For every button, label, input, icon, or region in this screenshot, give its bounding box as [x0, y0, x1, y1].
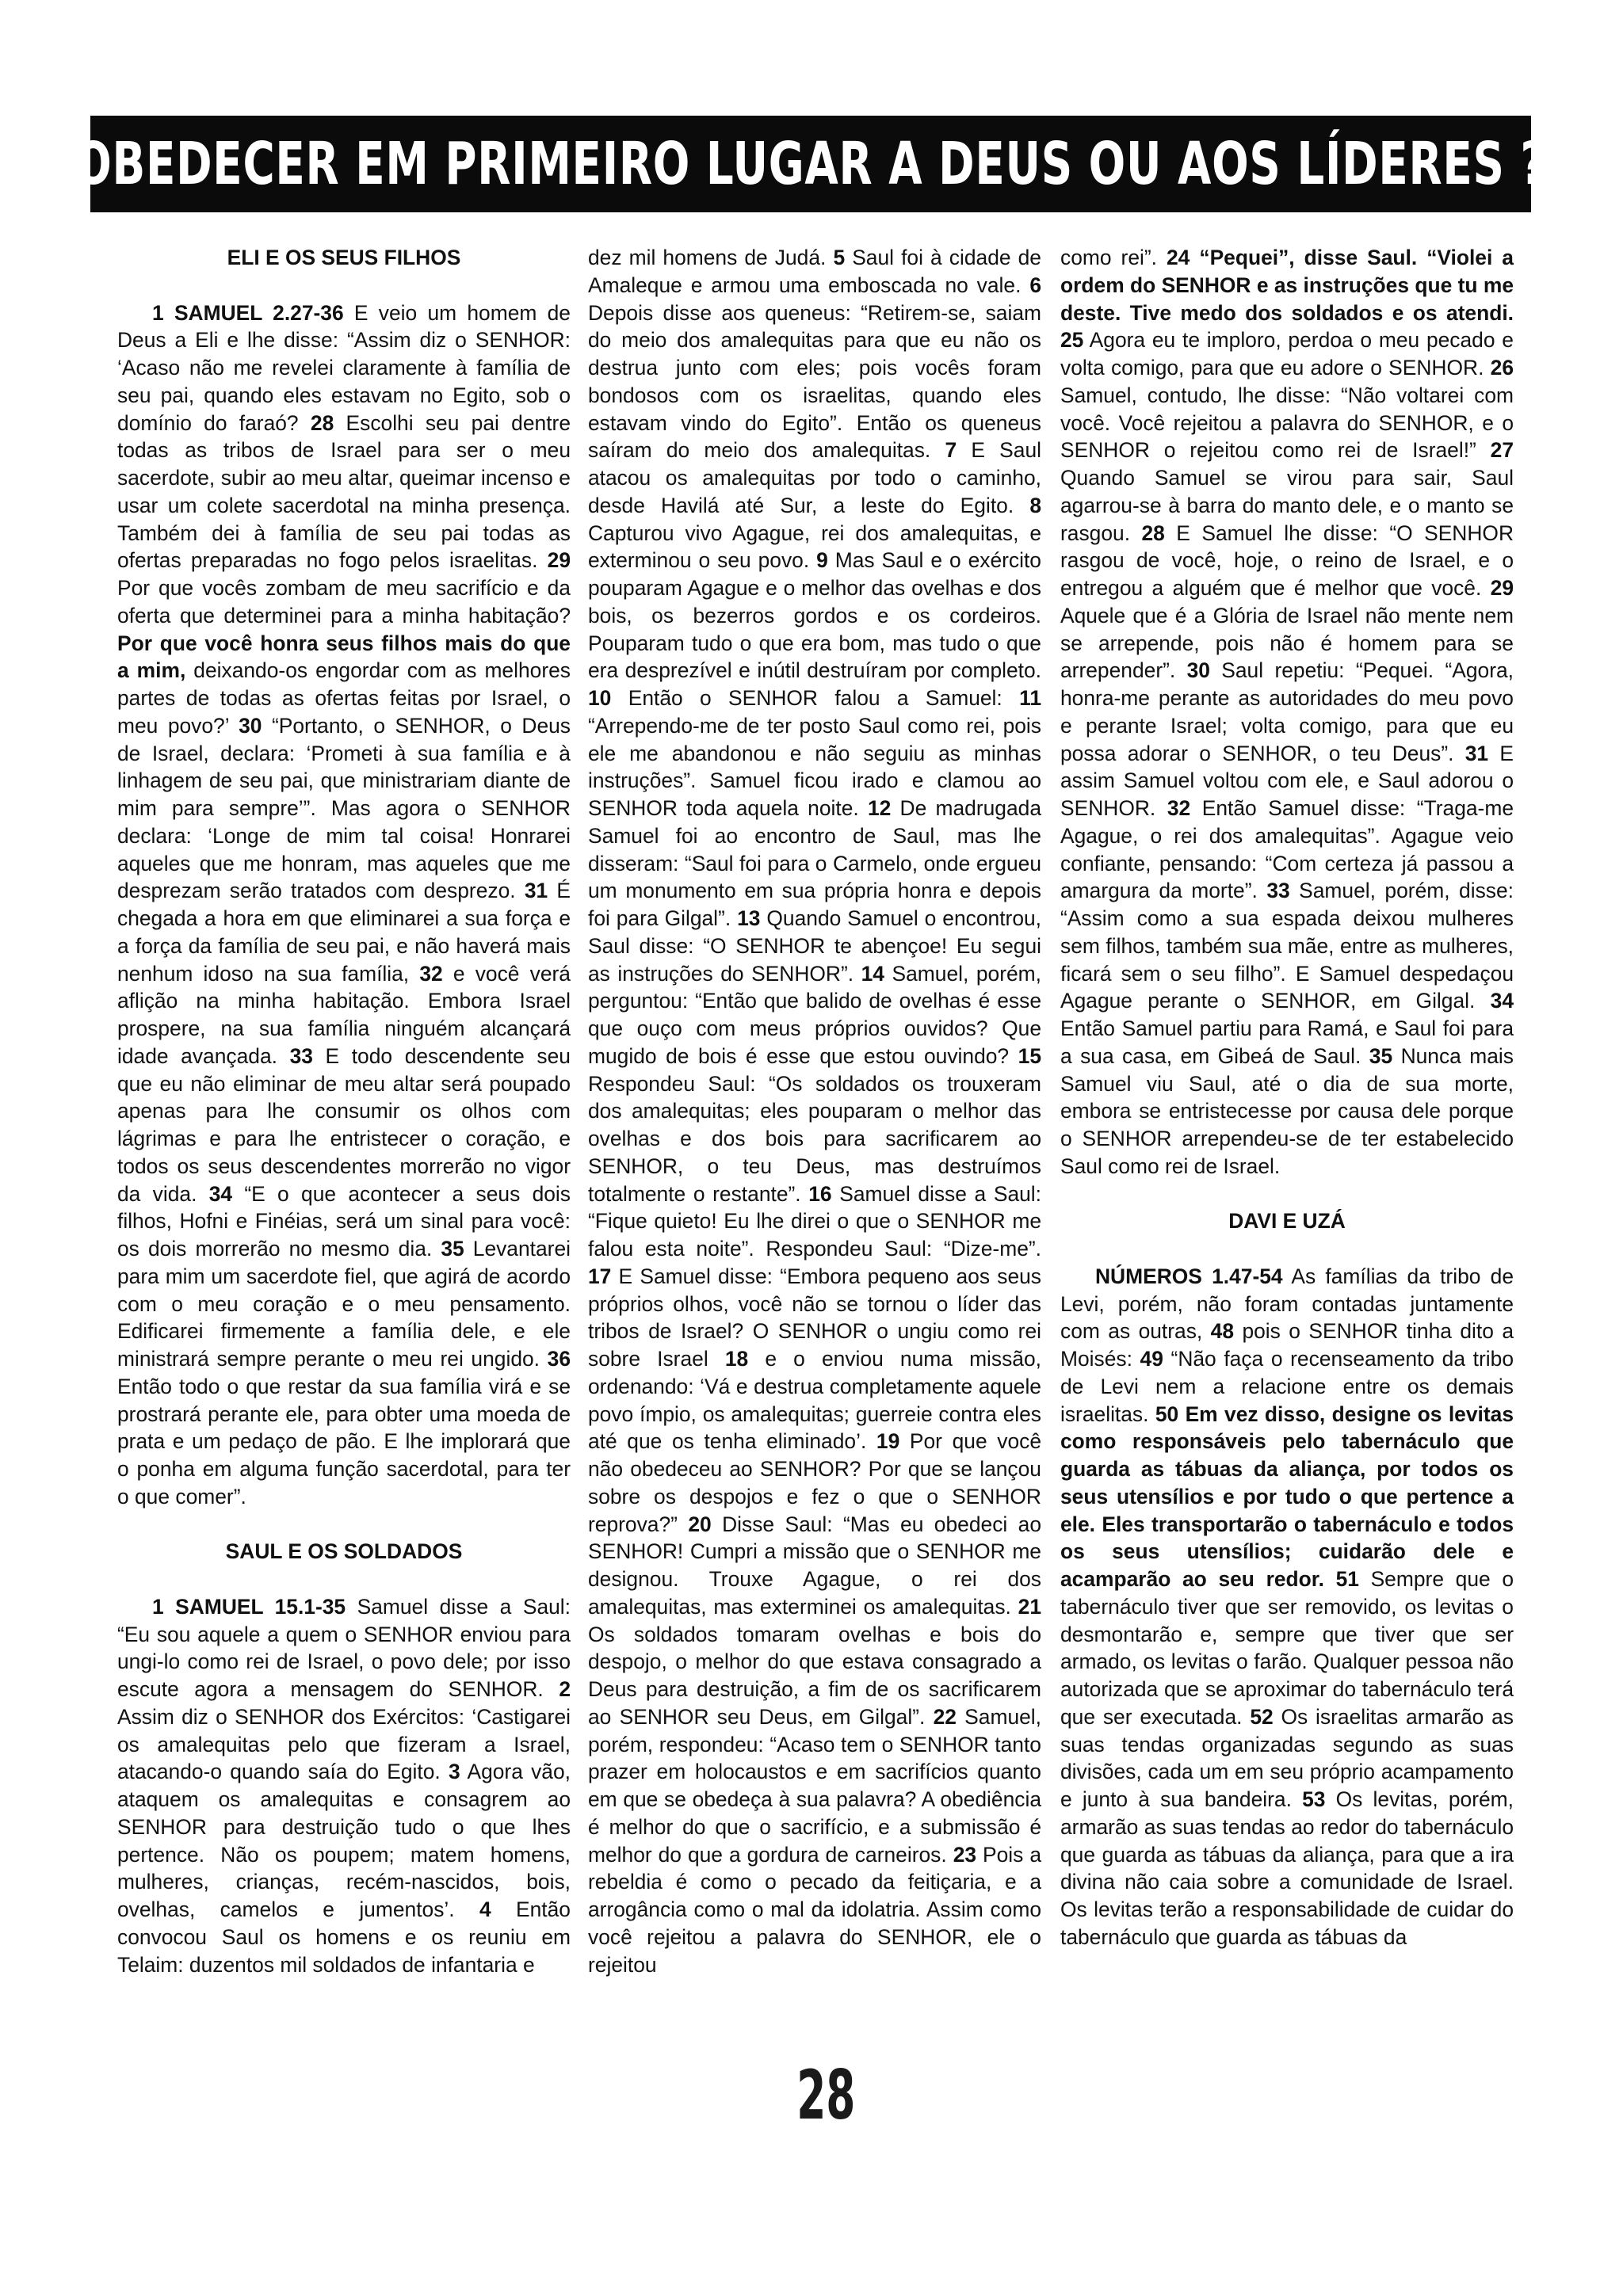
verse-bold-text: 28 [310, 410, 334, 435]
verse-text: Os israelitas armarão as suas tendas organizadas segundo as suas divisões, cada um em seu próprio acampamento e junto à sua bandeira. [1060, 1704, 1514, 1811]
verse-bold-text: 13 [737, 906, 761, 930]
spacer [1060, 1180, 1514, 1208]
verse-bold-text: 12 [867, 796, 892, 820]
verse-text: É chegada a hora em que eliminarei a sua força e a força da família de seu pai, e não haverá mais nenhum idoso na sua família, [117, 879, 571, 986]
verse-text: De madrugada Samuel foi ao encontro de Saul, mas lhe disseram: “Saul foi para o Carmelo, onde ergueu um monumento em sua própria honra e depois foi para Gilgal”. [588, 796, 1041, 930]
verse-bold-text: 17 [588, 1264, 612, 1288]
verse-bold-text: 25 [1060, 328, 1084, 353]
title-banner [74, 116, 1547, 212]
verse-text: Saul foi à cidade de Amaleque e armou uma emboscada no vale. [588, 246, 1041, 297]
verse-text: Quando Samuel o encontrou, Saul disse: “O SENHOR te abençoe! Eu segui as instruções do SENHOR”. [588, 906, 1041, 986]
verse-bold-text: 30 [1186, 658, 1210, 683]
verse-text: Samuel, porém, respondeu: “Acaso tem o SENHOR tanto prazer em holocaustos e em sacrifícios quanto em que se obedeça à sua palavra? A obediência é melhor do que o sacrifício, e a submissão é melhor do que a gordura de carneiros. [588, 1704, 1041, 1867]
verse-bold-text: 3 [449, 1760, 460, 1784]
verse-text: Samuel disse a Saul: “Fique quieto! Eu lhe direi o que o SENHOR me falou esta noite”. Respondeu Saul: “Dize-me”. [588, 1181, 1041, 1261]
verse-bold-text: 21 [1018, 1594, 1041, 1619]
scripture-paragraph [1060, 1263, 1514, 1951]
verse-text: Então todo o que restar da sua família virá e se prostrará perante ele, para obter uma moeda de prata e um pedaço de pão. E lhe implorará que o ponha em alguma função sacerdotal, para ter o que comer”. [117, 1374, 571, 1508]
verse-bold-text: 7 [945, 438, 957, 463]
verse-bold-text: 33 [1266, 879, 1290, 903]
verse-bold-text: 29 [1490, 576, 1514, 600]
verse-text: Pois a rebeldia é como o pecado da feitiçaria, e a arrogância como o mal da idolatria. Assim como você rejeitou a palavra do SENHOR, ele o rejeitou [588, 1842, 1041, 1977]
verse-bold-text: 28 [1141, 521, 1165, 545]
verse-bold-text: 26 [1490, 356, 1514, 379]
verse-bold-text: 31 [1465, 741, 1489, 765]
verse-bold-text: 18 [724, 1347, 749, 1371]
verse-text: Agora vão, ataquem os amalequitas e consagrem ao SENHOR para destruição tudo o que lhes pertence. Não os poupem; matem homens, mulheres, crianças, recém-nascidos, bois, ovelhas, camelos e jumentos’. [117, 1760, 571, 1921]
verse-text: “Arrependo-me de ter posto Saul como rei, pois ele me abandonou e não seguiu as minhas instruções”. Samuel ficou irado e clamou ao SENHOR toda aquela noite. [588, 713, 1041, 820]
verse-bold-text: 1 SAMUEL 15.1-35 [152, 1594, 346, 1619]
verse-bold-text: 24 [1167, 246, 1190, 269]
verse-bold-text: 29 [547, 548, 571, 573]
verse-text: Escolhi seu pai dentre todas as tribos de Israel para ser o meu sacerdote, subir ao meu altar, queimar incenso e usar um colete sacerdotal na minha presença. Também dei à família de seu pai todas as ofertas preparadas no fogo pelos israelitas. [117, 410, 571, 573]
verse-bold-text: NÚMEROS 1.47-54 [1095, 1264, 1283, 1288]
verse-text: E assim Samuel voltou com ele, e Saul adorou o SENHOR. [1060, 741, 1514, 820]
verse-text: E todo descendente seu que eu não eliminar de meu altar será poupado apenas para lhe consumir os olhos com lágrimas e para lhe entristecer o coração, e todos os seus descendentes morrerão no vigor da vida. [117, 1043, 571, 1206]
verse-text: Respondeu Saul: “Os soldados os trouxeram dos amalequitas; eles pouparam o melhor das ovelhas e dos bois para sacrificarem ao SENHOR, o teu Deus, mas destruímos totalmente o restante”. [588, 1071, 1041, 1206]
spacer [117, 1511, 571, 1539]
verse-text: Sempre que o tabernáculo tiver que ser removido, os levitas o desmontarão e, sempre que tiver que ser armado, os levitas o farão. Qualquer pessoa não autorizada que se aproximar do tabernáculo terá que ser executada. [1060, 1567, 1514, 1729]
verse-bold-text: 34 [1490, 989, 1514, 1013]
verse-text: Samuel, porém, disse: “Assim como a sua espada deixou mulheres sem filhos, também sua mãe, entre as mulheres, ficará sem o seu filho”. E Samuel despedaçou Agague perante o SENHOR, em Gilgal. [1060, 879, 1514, 1013]
verse-bold-text: 36 [547, 1347, 571, 1371]
verse-bold-text: 14 [861, 961, 884, 986]
scripture-paragraph [588, 244, 1041, 1978]
verse-text: Então o SENHOR falou a Samuel: [611, 686, 1020, 710]
verse-text: Por que você não obedeceu ao SENHOR? Por que se lançou sobre os despojos e fez o que o SENHOR reprova?” [588, 1429, 1042, 1536]
scripture-paragraph [117, 299, 571, 1511]
verse-bold-text: 10 [588, 686, 612, 710]
verse-text: dez mil homens de Judá. [588, 246, 834, 269]
verse-text: pois o SENHOR tinha dito a Moisés: [1060, 1319, 1514, 1371]
verse-text: Por que vocês zombam de meu sacrifício e da oferta que determinei para a minha habitação? [117, 576, 571, 627]
verse-text: como rei”. [1060, 246, 1167, 269]
verse-bold-text: 16 [808, 1181, 832, 1206]
verse-bold-text: 6 [1029, 273, 1041, 297]
verse-bold-text: “Pequei”, disse Saul. “Violei a ordem do SENHOR e as instruções que tu me deste. Tive medo dos soldados e os atendi. [1060, 246, 1514, 325]
verse-text: “Não faça o recenseamento da tribo de Levi nem a relacione entre os demais israelitas. [1060, 1347, 1514, 1426]
verse-text: E Samuel lhe disse: “O SENHOR rasgou de você, hoje, o reino de Israel, e o entregou a alguém que é melhor que você. [1060, 521, 1514, 600]
verse-bold-text: 51 [1335, 1567, 1359, 1591]
verse-text: Então convocou Saul os homens e os reuniu em Telaim: duzentos mil soldados de infantaria e [117, 1897, 571, 1977]
verse-bold-text: 15 [1018, 1043, 1041, 1068]
page-number: 28 [796, 2056, 856, 2135]
column-middle [588, 244, 1041, 1978]
verse-text: Assim diz o SENHOR dos Exércitos: ‘Castigarei os amalequitas pelo que fizeram a Israel, atacando-o quando saía do Egito. [117, 1704, 571, 1784]
verse-bold-text: 5 [833, 246, 846, 269]
verse-bold-text: 50 Em vez disso, designe os levitas como responsáveis pelo tabernáculo que guarda as tábuas da aliança, por todos os seus utensílios e por tudo o que pertence a ele. Eles transportarão o tabernáculo e todos os seus utensílios; cuidarão dele e acamparão ao seu redor. [1060, 1402, 1514, 1591]
spacer [117, 272, 571, 299]
column-right [1060, 244, 1514, 1951]
verse-bold-text: 2 [559, 1677, 571, 1701]
verse-bold-text: Por que você honra seus filhos mais do que a mim, [117, 631, 571, 683]
scripture-paragraph [1060, 244, 1514, 1180]
verse-text: Mas Saul e o exército pouparam Agague e o melhor das ovelhas e dos bois, os bezerros gordos e os cordeiros. Pouparam tudo o que era bom, mas tudo o que era desprezível e inútil destruíram por completo. [588, 548, 1041, 683]
verse-text: Depois disse aos queneus: “Retirem-se, saiam do meio dos amalequitas para que eu não os destrua junto com eles; pois vocês foram bondosos com os israelitas, quando eles estavam vindo do Egito”. Então os queneus saíram do meio dos amalequitas. [588, 300, 1041, 463]
verse-bold-text: 19 [876, 1429, 900, 1454]
verse-text: Disse Saul: “Mas eu obedeci ao SENHOR! Cumpri a missão que o SENHOR me designou. Trouxe Agague, o rei dos amalequitas, mas exterminei os amalequitas. [588, 1512, 1041, 1619]
verse-text: Saul repetiu: “Pequei. “Agora, honra-me perante as autoridades do meu povo e perante Israel; volta comigo, para que eu possa adorar o SENHOR, o teu Deus”. [1060, 658, 1514, 765]
verse-text: Quando Samuel se virou para sair, Saul agarrou-se à barra do manto dele, e o manto se rasgou. [1060, 466, 1514, 545]
spacer [117, 1566, 571, 1593]
verse-text: E veio um homem de Deus a Eli e lhe disse: “Assim diz o SENHOR: ‘Acaso não me revelei claramente à família de seu pai, quando eles estavam no Egito, sob o domínio do faraó? [117, 300, 571, 435]
verse-bold-text: 35 [1369, 1043, 1393, 1068]
verse-bold-text: 20 [688, 1512, 712, 1536]
verse-text: Nunca mais Samuel viu Saul, até o dia de sua morte, embora se entristecesse por causa dele porque o SENHOR arrependeu-se de ter estabelecido Saul como rei de Israel. [1060, 1043, 1514, 1178]
section-heading-eli: ELI E OS SEUS FILHOS [227, 246, 461, 269]
verse-text: Aquele que é a Glória de Israel não mente nem se arrepende, pois não é homem para se arrepender”. [1060, 603, 1514, 683]
verse-bold-text: 9 [816, 548, 828, 573]
verse-text: E Samuel disse: “Embora pequeno aos seus próprios olhos, você não se tornou o líder das tribos de Israel? O SENHOR o ungiu como rei sobre Israel [588, 1264, 1041, 1371]
verse-text: As famílias da tribo de Levi, porém, não foram contadas juntamente com as outras, [1060, 1264, 1514, 1344]
verse-bold-text: 31 [524, 879, 548, 903]
verse-bold-text: 52 [1250, 1704, 1274, 1729]
scripture-paragraph [117, 1593, 571, 1979]
spacer [1060, 1235, 1514, 1263]
verse-text: “Portanto, o SENHOR, o Deus de Israel, declara: ‘Prometi à sua família e à linhagem de seu pai, que ministrariam diante de mim para sempre’”. Mas agora o SENHOR declara: ‘Longe de mim tal coisa! Honrarei aqueles que me honram, mas aqueles que me desprezam serão tratados com desprezo. [117, 713, 571, 903]
page-title: OBEDECER EM PRIMEIRO LUGAR A DEUS OU AOS LÍDERES ? [74, 130, 1547, 198]
verse-text: e você verá aflição na minha habitação. Embora Israel prospere, na sua família ninguém alcançará idade avançada. [117, 961, 571, 1068]
verse-text: e o enviou numa missão, ordenando: ‘Vá e destrua completamente aquele povo ímpio, os amalequitas; guerreie contra eles até que os tenha eliminado’. [588, 1347, 1041, 1454]
verse-text: Capturou vivo Agague, rei dos amalequitas, e exterminou o seu povo. [588, 521, 1041, 573]
verse-text: Samuel, contudo, lhe disse: “Não voltarei com você. Você rejeitou a palavra do SENHOR, e o SENHOR o rejeitou como rei de Israel!” [1060, 383, 1514, 463]
verse-text: Agora eu te imploro, perdoa o meu pecado e volta comigo, para que eu adore o SENHOR. [1060, 328, 1514, 379]
verse-bold-text: 48 [1210, 1319, 1235, 1344]
verse-text: Samuel, porém, perguntou: “Então que balido de ovelhas é esse que ouço com meus próprios ouvidos? Que mugido de bois é esse que estou ouvindo? [588, 961, 1041, 1068]
verse-bold-text: 11 [1019, 686, 1041, 710]
verse-bold-text: 8 [1029, 493, 1041, 517]
verse-bold-text: 27 [1490, 438, 1514, 463]
verse-text: deixando-os engordar com as melhores partes de todas as ofertas feitas por Israel, o meu povo?’ [117, 658, 571, 738]
verse-bold-text: 33 [289, 1043, 313, 1068]
verse-text: “E o que acontecer a seus dois filhos, Hofni e Finéias, será um sinal para você: os dois morrerão no mesmo dia. [117, 1181, 571, 1261]
verse-bold-text: 34 [208, 1181, 233, 1206]
verse-text: Samuel disse a Saul: “Eu sou aquele a quem o SENHOR enviou para ungi-lo como rei de Israel, o povo dele; por isso escute agora a mensagem do SENHOR. [117, 1594, 571, 1701]
verse-bold-text: 23 [953, 1842, 977, 1867]
verse-bold-text: 49 [1140, 1347, 1163, 1371]
verse-bold-text: 1 SAMUEL 2.27-36 [152, 300, 344, 325]
verse-bold-text: 30 [239, 713, 262, 738]
verse-text [1324, 1567, 1336, 1591]
verse-text: Então Samuel disse: “Traga-me Agague, o rei dos amalequitas”. Agague veio confiante, pensando: “Com certeza já passou a amargura da morte”. [1060, 796, 1514, 903]
verse-bold-text: 32 [1167, 796, 1191, 820]
verse-text: E Saul atacou os amalequitas por todo o caminho, desde Havilá até Sur, a leste do Egito. [588, 438, 1041, 517]
verse-bold-text: 22 [933, 1704, 957, 1729]
verse-text: Levantarei para mim um sacerdote fiel, que agirá de acordo com o meu coração e o meu pensamento. Edificarei firmemente a família dele, e ele ministrará sempre perante o meu rei ungido. [117, 1237, 571, 1371]
verse-text [1190, 246, 1199, 269]
verse-bold-text: 4 [479, 1897, 491, 1921]
verse-bold-text: 53 [1302, 1787, 1326, 1811]
verse-bold-text: 35 [441, 1237, 464, 1261]
section-heading-davi: DAVI E UZÁ [1228, 1209, 1346, 1234]
section-heading-saul: SAUL E OS SOLDADOS [225, 1539, 463, 1564]
verse-text: Os soldados tomaram ovelhas e bois do despojo, o melhor do que estava consagrado a Deus para destruição, a fim de os sacrificarem ao SENHOR seu Deus, em Gilgal”. [588, 1622, 1041, 1729]
column-left [117, 244, 571, 1978]
verse-text: Os levitas, porém, armarão as suas tendas ao redor do tabernáculo que guarda as tábuas da aliança, para que a ira divina não caia sobre a comunidade de Israel. Os levitas terão a responsabilidade de cuidar do tabernáculo que guarda as tábuas da [1060, 1787, 1514, 1949]
verse-text: Então Samuel partiu para Ramá, e Saul foi para a sua casa, em Gibeá de Saul. [1060, 1016, 1514, 1068]
verse-bold-text: 32 [419, 961, 443, 986]
